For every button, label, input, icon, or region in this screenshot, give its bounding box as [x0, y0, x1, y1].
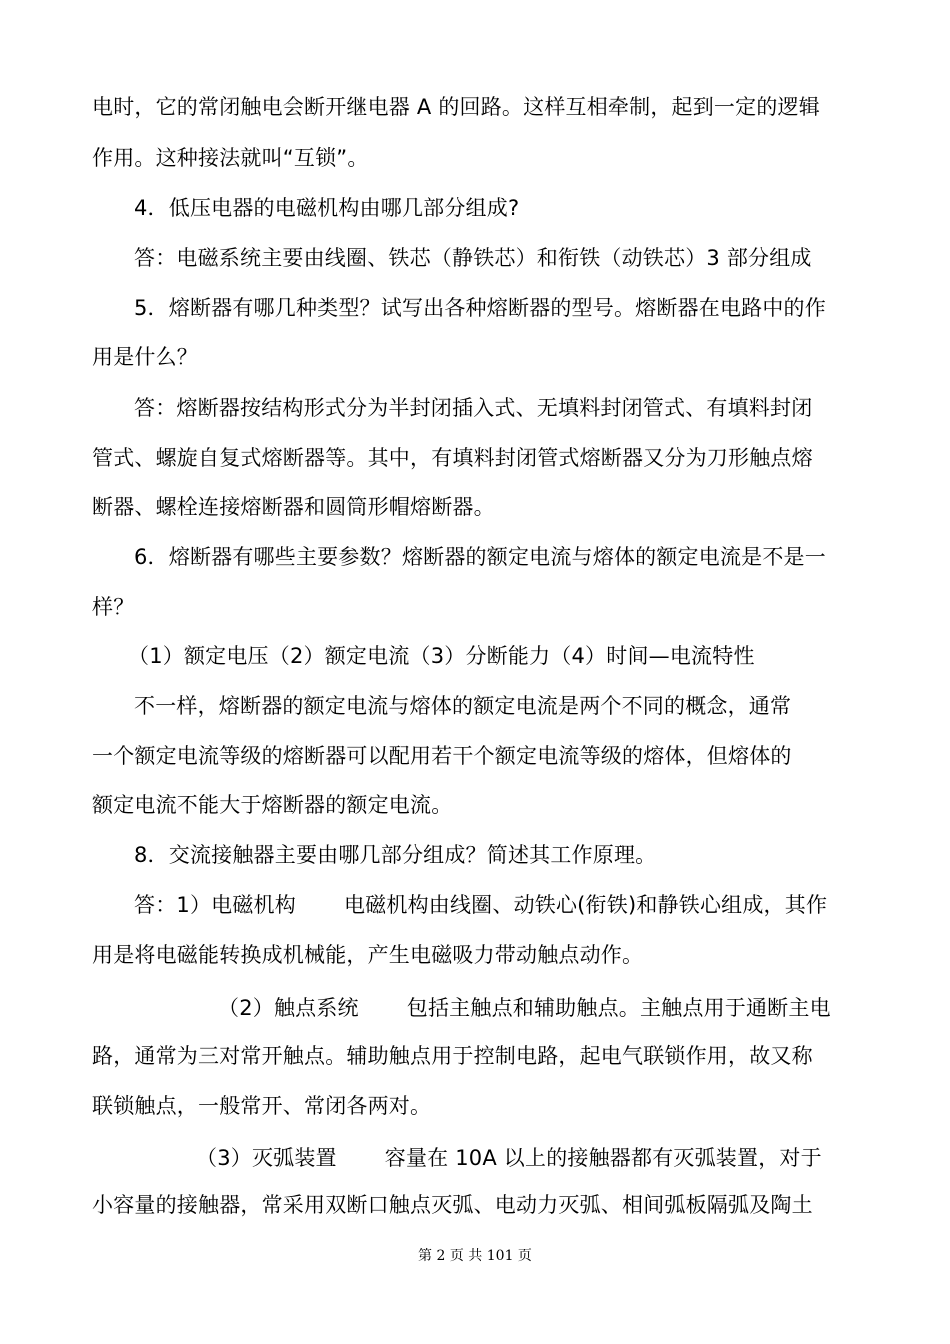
item-2-line	[218, 993, 862, 1023]
answer-4: 答：电磁系统主要由线圈、铁芯（静铁芯）和衔铁（动铁芯）3 部分组成	[134, 246, 812, 270]
text-line: 用是将电磁能转换成机械能，产生电磁吸力带动触点动作。	[92, 943, 644, 967]
text-line: 作用。这种接法就叫“互锁”。	[92, 146, 369, 170]
text-line: 管式、螺旋自复式熔断器等。其中，有填料封闭管式熔断器又分为刀形触点熔	[92, 446, 813, 470]
answer-5: 答：熔断器按结构形式分为半封闭插入式、无填料封闭管式、有填料封闭	[134, 396, 813, 420]
text-line: 断器、螺栓连接熔断器和圆筒形帽熔断器。	[92, 495, 495, 519]
text-line: 用是什么？	[92, 345, 198, 369]
question-8: 8．交流接触器主要由哪几部分组成？简述其工作原理。	[134, 843, 657, 867]
text-line: 路，通常为三对常开触点。辅助触点用于控制电路，起电气联锁作用，故又称	[92, 1044, 813, 1068]
question-6: 6．熔断器有哪些主要参数？熔断器的额定电流与熔体的额定电流是不是一	[134, 545, 826, 569]
text-line: 联锁触点，一般常开、常闭各两对。	[92, 1094, 432, 1118]
text-line: 小容量的接触器，常采用双断口触点灭弧、电动力灭弧、相间弧板隔弧及陶土	[92, 1193, 813, 1217]
text-line: 电时，它的常闭触电会断开继电器 A 的回路。这样互相牵制，起到一定的逻辑	[92, 95, 820, 119]
item-3-line	[196, 1143, 862, 1173]
item-1-text: 电磁机构由线圈、动铁心(衔铁)和静铁心组成，其作	[343, 893, 828, 917]
answer-6: 不一样，熔断器的额定电流与熔体的额定电流是两个不同的概念，通常	[134, 694, 792, 718]
page-number: 第 2 页 共 101 页	[418, 1248, 532, 1264]
item-3-heading: （3）灭弧装置	[196, 1146, 337, 1170]
question-4: 4．低压电器的电磁机构由哪几部分组成?	[134, 196, 520, 220]
answer-8-line	[134, 890, 862, 920]
text-line: 样？	[92, 595, 135, 619]
text-line: 一个额定电流等级的熔断器可以配用若干个额定电流等级的熔体，但熔体的	[92, 744, 792, 768]
item-3-text: 容量在 10A 以上的接触器都有灭弧装置，对于	[384, 1146, 822, 1170]
question-5: 5．熔断器有哪几种类型？试写出各种熔断器的型号。熔断器在电路中的作	[134, 296, 826, 320]
text-line: 额定电流不能大于熔断器的额定电流。	[92, 793, 453, 817]
item-2-heading: （2）触点系统	[218, 996, 359, 1020]
item-2-text: 包括主触点和辅助触点。主触点用于通断主电	[406, 996, 831, 1020]
item-1-heading: 答：1）电磁机构	[134, 893, 296, 917]
parameters-list: （1）额定电压（2）额定电流（3）分断能力（4）时间—电流特性	[128, 644, 755, 668]
